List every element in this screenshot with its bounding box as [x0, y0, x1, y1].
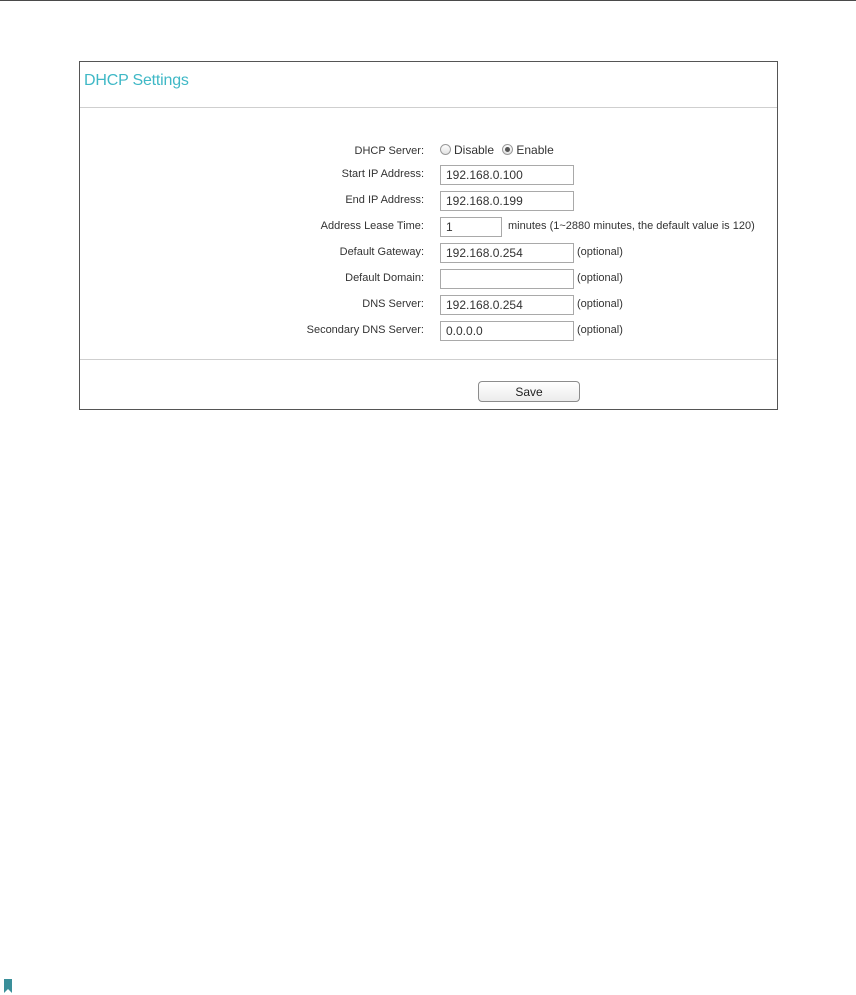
panel-title: DHCP Settings	[84, 72, 189, 89]
dhcp-disable-label[interactable]: Disable	[454, 143, 495, 157]
dns-server-label: DNS Server:	[362, 298, 424, 310]
dhcp-settings-panel	[79, 61, 778, 410]
dhcp-enable-radio[interactable]	[502, 144, 513, 155]
dns-server-row	[80, 295, 777, 317]
dhcp-enable-label[interactable]: Enable	[516, 143, 554, 157]
default-domain-label: Default Domain:	[345, 272, 424, 284]
start-ip-label: Start IP Address:	[341, 168, 424, 180]
default-gateway-label: Default Gateway:	[339, 246, 424, 258]
bookmark-icon	[4, 979, 12, 993]
dhcp-disable-radio[interactable]	[440, 144, 451, 155]
secondary-dns-input[interactable]	[440, 321, 574, 341]
dns-server-optional: (optional)	[577, 298, 623, 310]
secondary-dns-label: Secondary DNS Server:	[306, 324, 424, 336]
default-domain-optional: (optional)	[577, 272, 623, 284]
start-ip-input[interactable]	[440, 165, 574, 185]
end-ip-label: End IP Address:	[345, 194, 424, 206]
footer-divider	[80, 359, 777, 360]
start-ip-row	[80, 165, 777, 187]
lease-time-hint: minutes (1~2880 minutes, the default value is 120)	[508, 220, 755, 232]
default-gateway-input[interactable]	[440, 243, 574, 263]
save-button[interactable]: Save	[478, 381, 580, 402]
dhcp-server-row	[80, 141, 777, 163]
dns-server-input[interactable]	[440, 295, 574, 315]
lease-time-row	[80, 217, 777, 239]
secondary-dns-row	[80, 321, 777, 343]
dhcp-server-radio-group	[440, 143, 559, 157]
secondary-dns-optional: (optional)	[577, 324, 623, 336]
top-rule	[0, 0, 856, 1]
default-domain-row	[80, 269, 777, 291]
end-ip-row	[80, 191, 777, 213]
default-domain-input[interactable]	[440, 269, 574, 289]
lease-time-label: Address Lease Time:	[320, 220, 424, 232]
end-ip-input[interactable]	[440, 191, 574, 211]
lease-time-input[interactable]	[440, 217, 502, 237]
default-gateway-row	[80, 243, 777, 265]
title-divider	[80, 107, 777, 108]
default-gateway-optional: (optional)	[577, 246, 623, 258]
dhcp-server-label: DHCP Server:	[354, 145, 424, 157]
